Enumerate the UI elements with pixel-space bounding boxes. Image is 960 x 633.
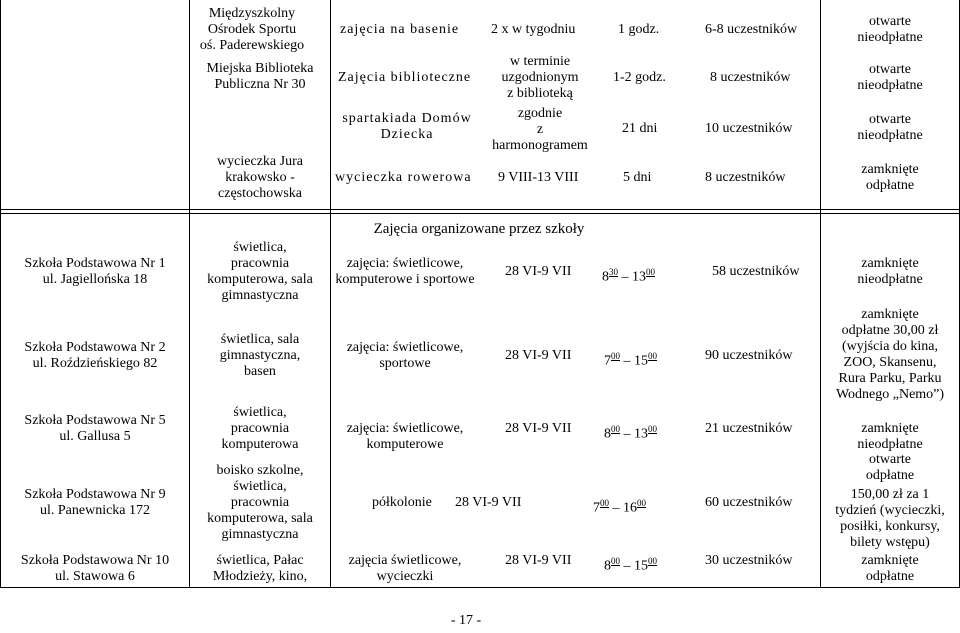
school-4-address: ul. Panewnicka 172 — [39, 503, 151, 518]
facility-2-line-2: gimnastyczna, — [219, 348, 301, 363]
page-number: - 17 - — [450, 613, 482, 628]
column-divider-1 — [189, 0, 190, 588]
pool-frequency: 2 x w tygodniu — [491, 22, 576, 37]
table-left-border — [0, 0, 1, 588]
row-4-status-5: posiłki, konkursy, — [840, 519, 940, 534]
row-4-status-4: tydzień (wycieczki, — [835, 503, 945, 518]
row-3-hours: $8^{00} - 13^{00}$ — [604, 424, 657, 442]
facility-4-line-3: pracownia — [230, 495, 290, 510]
pool-hours: 1 godz. — [618, 22, 660, 37]
facility-4-line-4: komputerowa, sala — [207, 511, 313, 526]
facility-2-line-3: basen — [244, 364, 276, 379]
row-2-participants: 90 uczestników — [705, 348, 793, 363]
row-1-dates: 28 VI-9 VII — [505, 264, 572, 279]
facility-5-line-1: świetlica, Pałac — [216, 553, 304, 568]
row-3-participants: 21 uczestników — [705, 421, 793, 436]
row-3-dates: 28 VI-9 VII — [505, 421, 572, 436]
spartakiada-activity-2: Dziecka — [380, 127, 434, 142]
column-divider-3 — [820, 0, 821, 588]
row-3-status-1: zamknięte — [861, 421, 919, 436]
facility-3-line-3: komputerowa — [221, 437, 299, 452]
spartakiada-status-1: otwarte — [869, 112, 911, 127]
trip-line-2: krakowsko - — [225, 170, 295, 185]
row-4-status-2: odpłatne — [865, 468, 915, 483]
bike-activity: wycieczka rowerowa — [335, 170, 472, 185]
bike-dates: 9 VIII-13 VIII — [498, 170, 579, 185]
institution-line-1: Międzyszkolny — [208, 6, 296, 21]
row-5-hours: $8^{00} - 15^{00}$ — [604, 556, 657, 574]
row-2-dates: 28 VI-9 VII — [505, 348, 572, 363]
row-2-activity-2: sportowe — [379, 356, 431, 371]
pool-status-2: nieodpłatne — [857, 30, 923, 45]
row-2-status-4: ZOO, Skansenu, — [843, 355, 937, 370]
row-5-activity-2: wycieczki — [376, 569, 434, 584]
spartakiada-participants: 10 uczestników — [705, 121, 793, 136]
bike-status-2: odpłatne — [865, 178, 915, 193]
row-4-participants: 60 uczestników — [705, 495, 793, 510]
pool-activity: zajęcia na basenie — [340, 22, 460, 37]
row-4-status-1: otwarte — [869, 452, 911, 467]
spartakiada-term-3: harmonogramem — [492, 138, 588, 153]
library-term-1: w terminie — [509, 54, 571, 69]
school-3-address: ul. Gallusa 5 — [59, 429, 131, 444]
library-term-3: z biblioteką — [507, 86, 573, 101]
school-2-name: Szkoła Podstawowa Nr 2 — [24, 340, 166, 355]
library-participants: 8 uczestników — [710, 70, 791, 85]
row-2-status-5: Rura Parku, Parku — [838, 371, 942, 386]
row-2-status-6: Wodnego „Nemo”) — [835, 387, 945, 402]
pool-participants: 6-8 uczestników — [705, 22, 798, 37]
facility-3-line-1: świetlica, — [233, 405, 287, 420]
table-bottom-border — [0, 587, 960, 588]
bike-days: 5 dni — [623, 170, 652, 185]
trip-line-1: wycieczka Jura — [217, 154, 303, 169]
facility-4-line-5: gimnastyczna — [221, 527, 299, 542]
spartakiada-activity-1: spartakiada Domów — [342, 111, 472, 126]
row-5-status-2: odpłatne — [865, 569, 915, 584]
library-hours: 1-2 godz. — [613, 70, 666, 85]
row-5-activity-1: zajęcia świetlicowe, — [348, 553, 462, 568]
row-4-status-3: 150,00 zł za 1 — [850, 487, 930, 502]
row-1-status-1: zamknięte — [861, 256, 919, 271]
row-4-hours: $7^{00} - 16^{00}$ — [593, 498, 646, 516]
library-status-2: nieodpłatne — [857, 78, 923, 93]
row-4-dates: 28 VI-9 VII — [455, 495, 522, 510]
row-3-activity-1: zajęcia: świetlicowe, — [346, 421, 464, 436]
institution-line-3: oś. Paderewskiego — [199, 38, 305, 53]
library-status-1: otwarte — [869, 62, 911, 77]
row-2-status-1: zamknięte — [861, 307, 919, 322]
library-line-2: Publiczna Nr 30 — [214, 77, 306, 92]
spartakiada-status-2: nieodpłatne — [857, 128, 923, 143]
school-4-name: Szkoła Podstawowa Nr 9 — [24, 487, 166, 502]
library-term-2: uzgodnionym — [501, 70, 579, 85]
row-2-activity-1: zajęcia: świetlicowe, — [346, 340, 464, 355]
library-activity: Zajęcia biblioteczne — [338, 70, 472, 85]
facility-1-line-2: pracownia — [230, 256, 290, 271]
bike-participants: 8 uczestników — [705, 170, 786, 185]
section-separator — [0, 209, 960, 210]
row-4-activity-1: półkolonie — [372, 495, 432, 510]
facility-2-line-1: świetlica, sala — [220, 332, 300, 347]
spartakiada-term-2: z — [536, 122, 544, 137]
school-2-address: ul. Roździeńskiego 82 — [32, 356, 158, 371]
facility-4-line-2: świetlica, — [233, 479, 287, 494]
spartakiada-days: 21 dni — [622, 121, 658, 136]
row-3-activity-2: komputerowe — [366, 437, 444, 452]
row-1-hours: $8^{30} - 13^{00}$ — [602, 267, 655, 285]
section-separator-2 — [0, 213, 960, 214]
section-header: Zajęcia organizowane przez szkoły — [373, 221, 585, 237]
row-1-participants: 58 uczestników — [712, 264, 800, 279]
pool-status-1: otwarte — [869, 14, 911, 29]
facility-4-line-1: boisko szkolne, — [216, 463, 304, 478]
school-3-name: Szkoła Podstawowa Nr 5 — [24, 413, 166, 428]
row-1-status-2: nieodpłatne — [857, 272, 923, 287]
school-5-address: ul. Stawowa 6 — [55, 569, 135, 584]
facility-3-line-2: pracownia — [230, 421, 290, 436]
facility-5-line-2: Młodzieży, kino, — [212, 569, 308, 584]
row-2-status-2: odpłatne 30,00 zł — [841, 323, 939, 338]
facility-1-line-3: komputerowa, sala — [207, 272, 313, 287]
institution-line-2: Ośrodek Sportu — [207, 22, 297, 37]
row-3-status-2: nieodpłatne — [857, 437, 923, 452]
row-5-participants: 30 uczestników — [705, 553, 793, 568]
row-1-activity-2: komputerowe i sportowe — [335, 272, 475, 287]
row-5-dates: 28 VI-9 VII — [505, 553, 572, 568]
facility-1-line-1: świetlica, — [233, 240, 287, 255]
bike-status-1: zamknięte — [861, 162, 919, 177]
column-divider-2 — [330, 0, 331, 588]
school-1-name: Szkoła Podstawowa Nr 1 — [24, 256, 166, 271]
facility-1-line-4: gimnastyczna — [221, 288, 299, 303]
row-5-status-1: zamknięte — [861, 553, 919, 568]
row-1-activity-1: zajęcia: świetlicowe, — [346, 256, 464, 271]
school-5-name: Szkoła Podstawowa Nr 10 — [20, 553, 170, 568]
row-4-status-6: bilety wstępu) — [850, 535, 930, 550]
trip-line-3: częstochowska — [218, 186, 302, 201]
library-line-1: Miejska Biblioteka — [206, 61, 314, 76]
row-2-status-3: (wyjścia do kina, — [841, 339, 939, 354]
spartakiada-term-1: zgodnie — [517, 106, 563, 121]
row-2-hours: $7^{00} - 15^{00}$ — [604, 351, 657, 369]
school-1-address: ul. Jagiellońska 18 — [42, 272, 148, 287]
